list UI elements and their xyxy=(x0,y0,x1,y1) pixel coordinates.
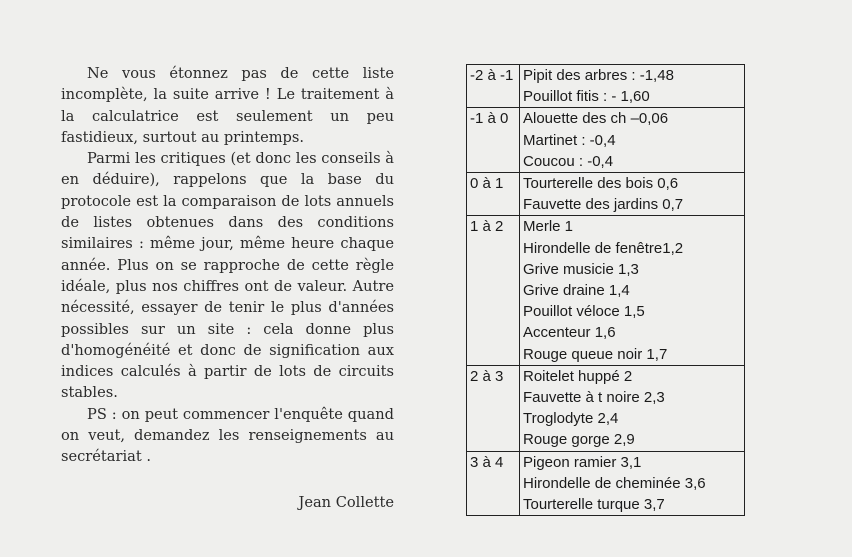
species-cell xyxy=(520,108,745,173)
species-entry: Fauvette des jardins 0,7 xyxy=(523,196,684,214)
range-cell: 3 à 4 xyxy=(467,451,520,516)
species-entry: Accenteur 1,6 xyxy=(523,324,616,342)
range-cell: 2 à 3 xyxy=(467,365,520,451)
species-entry: Troglodyte 2,4 xyxy=(523,410,619,428)
species-entry: Rouge queue noir 1,7 xyxy=(523,345,668,363)
species-entry: Hirondelle de cheminée 3,6 xyxy=(523,474,706,492)
species-cell xyxy=(520,65,745,108)
author-signature: Jean Collette xyxy=(298,494,394,511)
species-index-table xyxy=(466,64,745,516)
species-entry: Coucou : -0,4 xyxy=(523,152,614,170)
range-cell: -1 à 0 xyxy=(467,108,520,173)
species-entry: Tourterelle des bois 0,6 xyxy=(523,175,679,193)
species-entry: Merle 1 xyxy=(523,218,574,236)
table-row xyxy=(467,365,745,451)
species-entry: Fauvette à t noire 2,3 xyxy=(523,389,665,407)
paragraph: Parmi les critiques (et donc les conseils à en déduire), rappelons que la base du protocole est la comparaison de lots annuels de listes obtenues dans des conditions similaires : même jour, même heure chaque année. Plus on se rapproche de cette règle idéale, plus nos chiffres ont de valeur. Autre nécessité, essayer de tenir le plus d'années possibles sur un site : cela donne plus d'homogénéité et donc de signification aux indices calculés à partir de lots de circuits stables. xyxy=(61,150,394,402)
species-entry: Martinet : -0,4 xyxy=(523,131,616,149)
table-row xyxy=(467,65,745,108)
table-row xyxy=(467,173,745,216)
range-cell: -2 à -1 xyxy=(467,65,520,108)
species-entry: Grive draine 1,4 xyxy=(523,282,630,300)
table-row xyxy=(467,108,745,173)
species-entry: Roitelet huppé 2 xyxy=(523,367,633,385)
species-table-body xyxy=(467,65,745,516)
species-entry: Alouette des ch –0,06 xyxy=(523,110,669,128)
paragraph: Ne vous étonnez pas de cette liste incomplète, la suite arrive ! Le traitement à la calculatrice est seulement un peu fastidieux, surtout au printemps. xyxy=(61,65,394,146)
range-cell: 1 à 2 xyxy=(467,216,520,365)
species-entry: Hirondelle de fenêtre1,2 xyxy=(523,239,684,257)
species-entry: Tourterelle turque 3,7 xyxy=(523,496,665,514)
paragraph: PS : on peut commencer l'enquête quand on veut, demandez les renseignements au secrétariat . xyxy=(61,405,394,466)
species-entry: Rouge gorge 2,9 xyxy=(523,431,635,449)
species-cell xyxy=(520,451,745,516)
species-cell xyxy=(520,365,745,451)
table-row xyxy=(467,216,745,365)
species-entry: Pouillot véloce 1,5 xyxy=(523,303,645,321)
table-row xyxy=(467,451,745,516)
range-cell: 0 à 1 xyxy=(467,173,520,216)
species-cell xyxy=(520,216,745,365)
species-entry: Pouillot fitis : - 1,60 xyxy=(523,88,650,106)
species-cell xyxy=(520,173,745,216)
species-entry: Grive musicie 1,3 xyxy=(523,260,639,278)
species-entry: Pipit des arbres : -1,48 xyxy=(523,67,674,84)
species-entry: Pigeon ramier 3,1 xyxy=(523,453,642,471)
article-text xyxy=(61,63,394,468)
